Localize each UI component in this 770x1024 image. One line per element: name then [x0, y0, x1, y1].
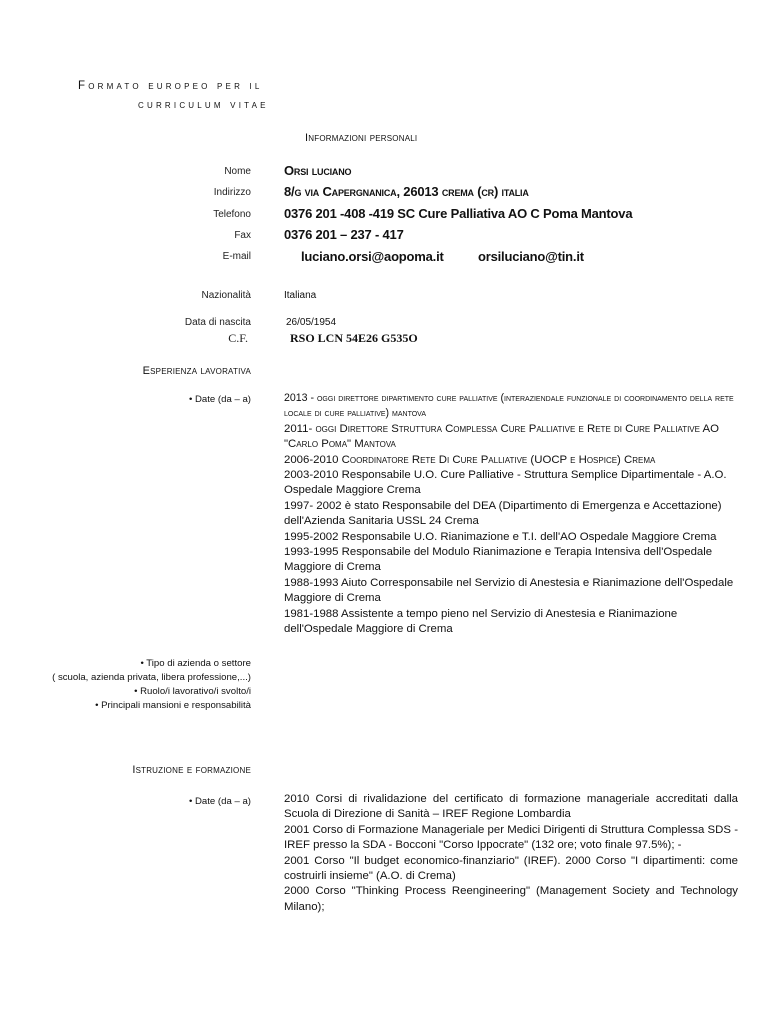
nascita-label: Data di nascita — [184, 317, 251, 328]
email-label: E-mail — [222, 251, 251, 262]
istruzione-list — [284, 792, 738, 915]
esperienza-list — [284, 391, 738, 638]
indirizzo-label: Indirizzo — [213, 187, 251, 198]
istruzione-item: 2000 Corso "Thinking Process Reengineering" (Management Society and Technology Milano); — [284, 885, 738, 913]
telefono-value: 0376 201 -408 -419 SC Cure Palliativa AO C Poma Mantova — [284, 206, 633, 221]
section-esperienza-title: Esperienza lavorativa — [142, 365, 251, 377]
esperienza-item: 2003-2010 Responsabile U.O. Cure Palliative - Struttura Semplice Dipartimentale - A.O. Ospedale Maggiore Crema — [284, 469, 727, 497]
section-personal-title: Informazioni personali — [305, 132, 418, 144]
tipo-azienda-title: • Tipo di azienda o settore — [140, 658, 251, 669]
cv-title-line2: curriculum vitae — [138, 99, 269, 111]
istruzione-item: 2001 Corso di Formazione Manageriale per Medici Dirigenti di Struttura Complessa SDS - IREF presso la SDA - Bocconi "Corso Ippocrate" (132 ore; voto finale 97.5%); - — [284, 823, 738, 852]
cf-value: RSO LCN 54E26 G535O — [290, 331, 418, 345]
indirizzo-value: 8/g via Capergnanica, 26013 crema (cr) italia — [284, 184, 529, 199]
esperienza-item: 1995-2002 Responsabile U.O. Rianimazione e T.I. dell'AO Ospedale Maggiore Crema — [284, 530, 717, 543]
istruzione-item: 2001 Corso "Il budget economico-finanziario" (IREF). 2000 Corso "I dipartimenti: come costruirli insieme" (A.O. di Crema) — [284, 854, 738, 883]
tipo-azienda-label — [51, 657, 251, 713]
esperienza-item: 2013 - oggi direttore dipartimento cure palliative (interaziendale funzionale di coordinamento della rete locale di cure palliative) mantova — [284, 392, 734, 420]
telefono-label: Telefono — [213, 209, 251, 220]
istruzione-date-label: • Date (da – a) — [188, 796, 251, 807]
nascita-value: 26/05/1954 — [286, 317, 337, 328]
esperienza-item: 1993-1995 Responsabile del Modulo Rianimazione e Terapia Intensiva dell'Ospedale Maggiore di Crema — [284, 546, 713, 574]
email-secondary-link[interactable]: orsiluciano@tin.it — [478, 249, 584, 264]
istruzione-item: 2010 Corsi di rivalidazione del certificato di formazione manageriale accreditati dalla Scuola di Direzione di Sanità – IREF Regione Lombardia — [284, 793, 738, 821]
fax-value: 0376 201 – 237 - 417 — [284, 227, 404, 242]
esperienza-item: 1988-1993 Aiuto Corresponsabile nel Servizio di Anestesia e Rianimazione dell'Ospedale Maggiore di Crema — [284, 576, 734, 605]
esperienza-item: 1981-1988 Assistente a tempo pieno nel Servizio di Anestesia e Rianimazione dell'Ospedale Maggiore di Crema — [284, 607, 678, 636]
nazionalita-label: Nazionalità — [201, 290, 251, 301]
fax-label: Fax — [234, 230, 251, 241]
section-istruzione-title: Istruzione e formazione — [132, 764, 251, 776]
cf-label: C.F. — [228, 331, 248, 345]
cv-title-line1: Formato europeo per il — [78, 80, 263, 92]
nome-value: Orsi luciano — [284, 163, 352, 178]
mansioni-label: • Principali mansioni e responsabilità — [95, 700, 251, 711]
nazionalita-value: Italiana — [284, 290, 317, 301]
esperienza-item: 2011- oggi Direttore Struttura Complessa Cure Palliative e Rete di Cure Palliative AO "Carlo Poma" Mantova — [284, 422, 719, 451]
esperienza-item: 2006-2010 Coordinatore Rete Di Cure Palliative (UOCP e Hospice) Crema — [284, 453, 656, 466]
esperienza-item: 1997- 2002 è stato Responsabile del DEA (Dipartimento di Emergenza e Accettazione) dell'Azienda Sanitaria USSL 24 Crema — [284, 499, 722, 528]
ruolo-label: • Ruolo/i lavorativo/i svolto/i — [134, 686, 251, 697]
email-primary-link[interactable]: luciano.orsi@aopoma.it — [301, 249, 444, 264]
esperienza-date-label: • Date (da – a) — [188, 394, 251, 405]
tipo-azienda-sub: ( scuola, azienda privata, libera professione,...) — [52, 672, 251, 683]
nome-label: Nome — [224, 166, 251, 177]
